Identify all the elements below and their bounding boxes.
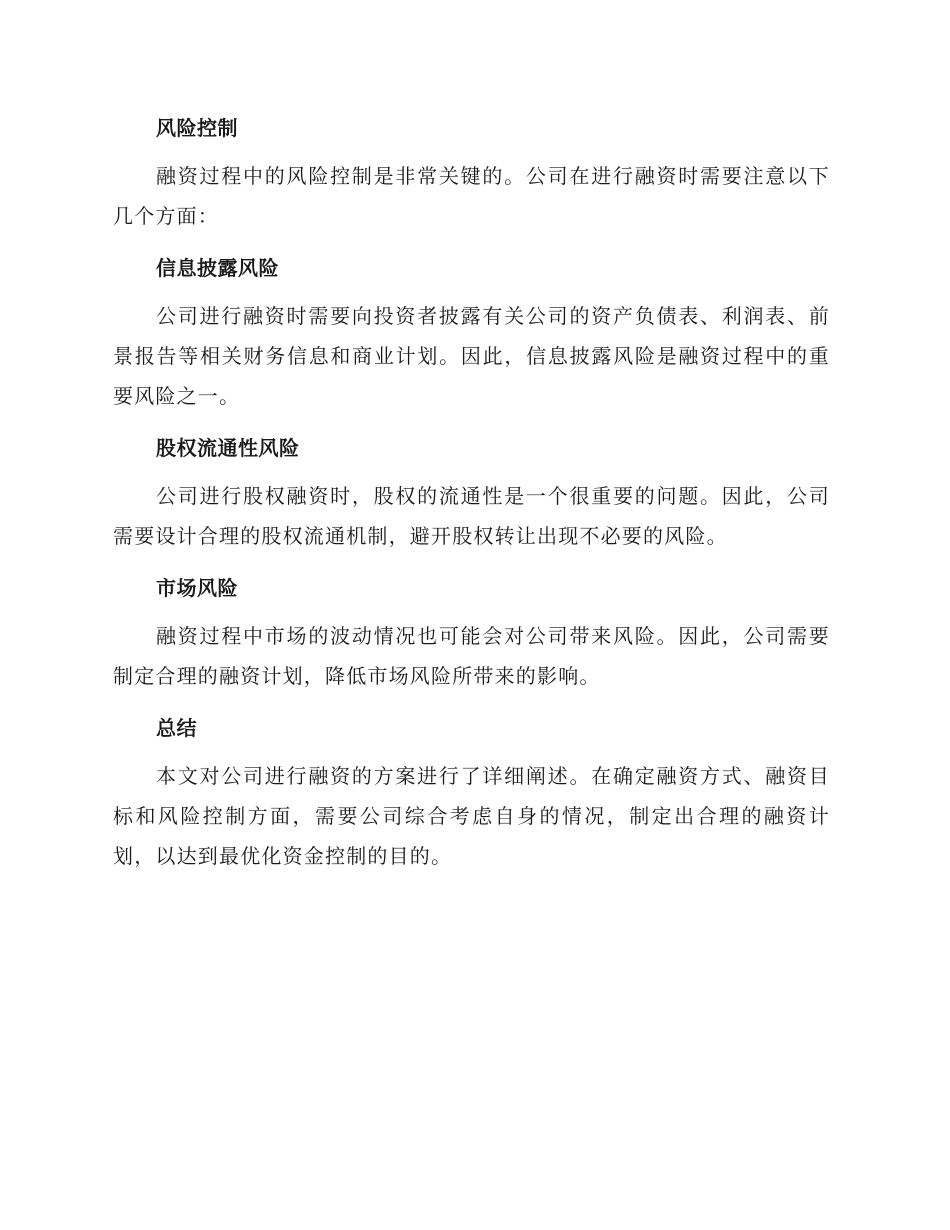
section-disclosure-risk (113, 248, 830, 416)
section-paragraph: 公司进行股权融资时，股权的流通性是一个很重要的问题。因此，公司需要设计合理的股权流通机制，避开股权转让出现不必要的风险。 (113, 484, 830, 548)
section-heading: 市场风险 (156, 576, 238, 600)
section-paragraph: 本文对公司进行融资的方案进行了详细阐述。在确定融资方式、融资目标和风险控制方面，需要公司综合考虑自身的情况，制定出合理的融资计划，以达到最优化资金控制的目的。 (113, 764, 830, 868)
section-market-risk (113, 568, 830, 696)
section-heading: 股权流通性风险 (156, 436, 300, 460)
section-heading: 风险控制 (156, 116, 238, 140)
section-liquidity-risk (113, 428, 830, 556)
section-risk-control (113, 108, 830, 236)
section-summary (113, 708, 830, 876)
section-paragraph: 融资过程中市场的波动情况也可能会对公司带来风险。因此，公司需要制定合理的融资计划，降低市场风险所带来的影响。 (113, 624, 830, 688)
section-heading: 总结 (156, 716, 197, 740)
section-heading: 信息披露风险 (156, 256, 279, 280)
section-paragraph: 融资过程中的风险控制是非常关键的。公司在进行融资时需要注意以下几个方面： (113, 164, 830, 228)
section-paragraph: 公司进行融资时需要向投资者披露有关公司的资产负债表、利润表、前景报告等相关财务信息和商业计划。因此，信息披露风险是融资过程中的重要风险之一。 (113, 304, 830, 408)
